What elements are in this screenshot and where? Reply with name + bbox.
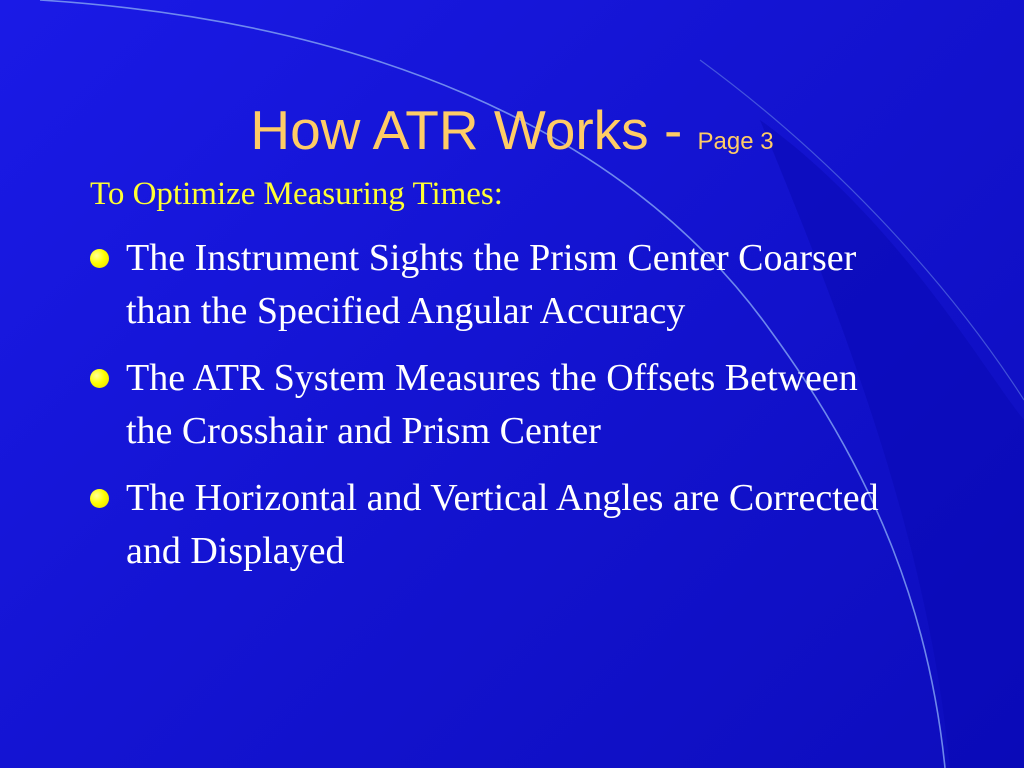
bullet-text: The ATR System Measures the Offsets Between the Crosshair and Prism Center [126, 357, 858, 452]
bullet-item [88, 352, 908, 458]
bullet-item [88, 472, 908, 578]
bullet-dot-icon [90, 489, 109, 508]
bullet-text: The Instrument Sights the Prism Center Coarser than the Specified Angular Accuracy [126, 237, 857, 332]
bullet-dot-icon [90, 369, 109, 388]
title-main: How ATR Works - [250, 99, 698, 161]
bullet-dot-icon [90, 249, 109, 268]
bullet-list [88, 232, 908, 592]
slide-subtitle: To Optimize Measuring Times: [90, 176, 503, 212]
bullet-item [88, 232, 908, 338]
slide-title [0, 98, 1024, 162]
bullet-text: The Horizontal and Vertical Angles are Corrected and Displayed [126, 477, 879, 572]
title-page-number: Page 3 [697, 128, 774, 155]
